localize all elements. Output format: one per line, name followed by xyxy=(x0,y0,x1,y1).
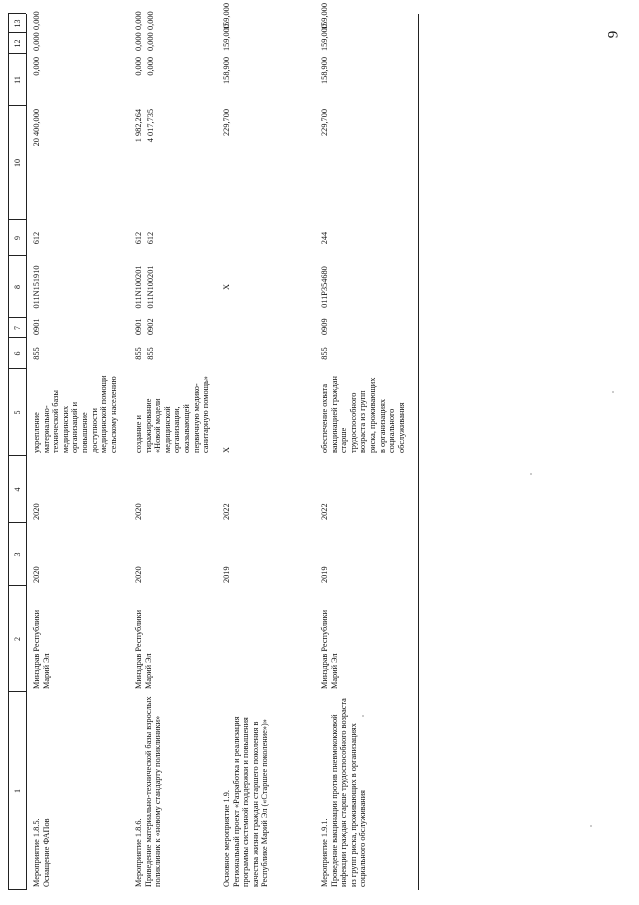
table-cell-executor: Минздрав Республики Марий Эл xyxy=(134,609,153,689)
table-cell-vr: 244 xyxy=(320,231,329,245)
scan-speck xyxy=(590,825,592,827)
table-cell-end: 2020 xyxy=(32,503,41,520)
table-cell-end: 2022 xyxy=(222,503,231,520)
table-cell-grbs: 855 xyxy=(134,347,143,360)
table-cell-start: 2019 xyxy=(222,566,231,583)
table-cell-v10: 1 982,264 xyxy=(134,109,143,143)
table-cell-grbs: 855 xyxy=(32,347,41,360)
scan-speck xyxy=(362,715,364,717)
table-cell-csr: X xyxy=(222,284,231,290)
column-number: 3 xyxy=(13,552,22,557)
table-cell-csr: 011P354680 xyxy=(320,266,329,308)
table-cell-executor: Минздрав Республики Марий Эл xyxy=(32,609,51,689)
table-cell-grbs: 855 xyxy=(320,347,329,360)
table-cell-executor xyxy=(222,589,312,689)
page-number: 9 xyxy=(605,30,622,39)
table-cell-v13: 0,000 xyxy=(32,11,41,30)
table-cell-result: обеспечение охвата вакцинацией граждан старше трудоспособного возраста из групп риска, проживающих в организациях социального обслуживания xyxy=(320,376,406,453)
table-cell-vr: 612 xyxy=(146,231,155,245)
table-cell-v10: 229,700 xyxy=(320,109,329,136)
table-cell-v11: 158,900 xyxy=(222,57,231,84)
table-cell-end: 2020 xyxy=(134,503,143,520)
table-cell-v11: 158,900 xyxy=(320,57,329,84)
table-cell-end: 2022 xyxy=(320,503,329,520)
table-cell-rzpr: 0901 xyxy=(32,318,41,335)
table-cell-v10: 4 017,735 xyxy=(146,109,155,143)
table-cell-result: укрепление материально-технической базы медицинских организаций и повышение доступности медицинской помощи сельскому населению xyxy=(32,375,118,453)
table-cell-v13: 159,000 xyxy=(320,3,329,30)
column-number: 8 xyxy=(13,285,22,289)
table-cell-vr: 612 xyxy=(134,231,143,245)
table-cell-v10: 20 400,000 xyxy=(32,109,41,147)
table-cell-grbs: 855 xyxy=(146,347,155,360)
table-cell-vr: 612 xyxy=(32,231,41,245)
column-number: 1 xyxy=(13,789,22,793)
column-number: 9 xyxy=(13,236,22,240)
table-cell-result: создание и тиражирование «Новой модели медицинской организации, оказывающей первичную медико-санитарную помощь» xyxy=(134,376,211,453)
table-cell-v10: 229,700 xyxy=(222,109,231,136)
table-cell-item: Мероприятие 1.9.1. Проведение вакцинации против пневмококковой инфекции граждан старше трудоспособного возраста из групп риска, проживающих в организациях социального обслуживания xyxy=(320,698,368,887)
table-cell-executor: Минздрав Республики Марий Эл xyxy=(320,609,339,689)
column-number: 10 xyxy=(13,159,22,167)
table-cell-result: X xyxy=(222,447,231,453)
header-bottom-rule xyxy=(26,14,27,890)
table-cell-v12: 0,000 xyxy=(134,32,143,51)
table-cell-v12: 0,000 xyxy=(32,32,41,51)
table-cell-v13: 0,000 xyxy=(146,11,155,30)
column-number: 7 xyxy=(13,326,22,330)
table-cell-start: 2020 xyxy=(134,566,143,583)
table-cell-v13: 159,000 xyxy=(222,3,231,30)
table-cell-rzpr: 0909 xyxy=(320,318,329,335)
table-cell-csr: 011N100201 xyxy=(146,265,155,309)
table-cell-csr: 011N151910 xyxy=(32,265,41,309)
column-number: 4 xyxy=(13,487,22,492)
table-cell-item: Мероприятие 1.8.5. Оснащение ФАПов xyxy=(32,818,51,887)
table-cell-v11: 0,000 xyxy=(32,57,41,76)
table-bottom-rule xyxy=(418,14,419,890)
table-cell-rzpr: 0902 xyxy=(146,318,155,335)
table-cell-rzpr: 0901 xyxy=(134,318,143,335)
column-number: 13 xyxy=(13,19,22,28)
column-number: 12 xyxy=(13,39,22,48)
column-number: 6 xyxy=(13,351,22,356)
table-cell-v12: 159,000 xyxy=(320,24,329,51)
table-cell-start: 2020 xyxy=(32,566,41,583)
column-number: 2 xyxy=(13,637,22,641)
column-number: 11 xyxy=(13,76,22,84)
table-cell-csr: 011N100201 xyxy=(134,265,143,309)
table-cell-start: 2019 xyxy=(320,566,329,583)
table-cell-v12: 0,000 xyxy=(146,32,155,51)
table-cell-v13: 0,000 xyxy=(134,11,143,30)
table-cell-v12: 159,000 xyxy=(222,24,231,51)
table-top-rule xyxy=(8,14,9,890)
table-cell-v11: 0,000 xyxy=(134,57,143,76)
table-cell-v11: 0,000 xyxy=(146,57,155,76)
scan-speck xyxy=(530,473,532,475)
scan-speck xyxy=(612,391,614,393)
table-cell-item: Мероприятие 1.8.6. Приведение материально-технической базы взрослых поликлиник к «новому стандарту поликлиники» xyxy=(134,696,163,887)
table-cell-item: Основное мероприятие 1.9. Региональный проект «Разработка и реализация программы системной поддержки и повышения качества жизни граждан старшего поколения в Республике Марий Эл («Старшее поколение»)» xyxy=(222,716,270,887)
column-number: 5 xyxy=(13,410,22,415)
